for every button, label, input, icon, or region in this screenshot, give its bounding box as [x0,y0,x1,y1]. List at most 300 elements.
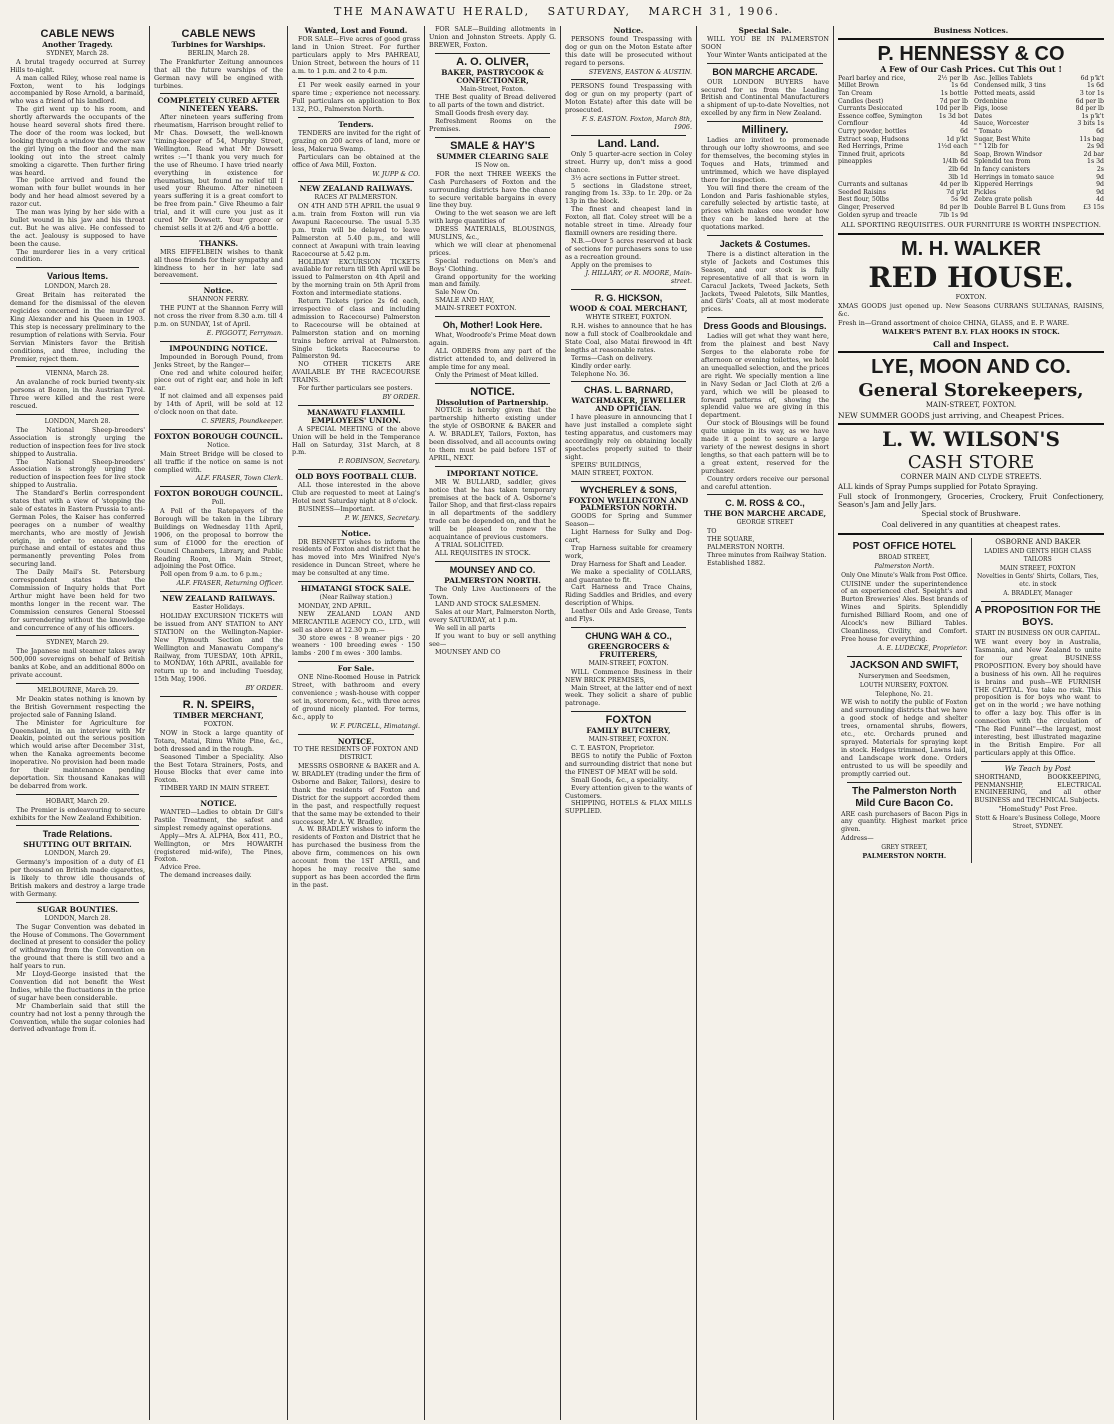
article-paragraph: I have pleasure in announcing that I have just installed a complete sight testing apparatus, and customers may accordingly rely on obtaining locally spectacles properly suited to their sight. [565,413,692,461]
article-paragraph: Cart Harness and Trace Chains, Riding Saddles and Bridles, and every description of Whips. [565,583,692,608]
divider [298,181,414,182]
price-row [838,143,968,151]
article-signature: STEVENS, EASTON & AUSTIN. [588,67,692,76]
price-value: 1/4lb 6d [942,158,968,166]
article-heading: Dress Goods and Blousings. [703,321,827,332]
article-subheading: NOTICE. [337,736,375,746]
article-paragraph: The man was lying by her side with a bullet wound in his jaw and his throat cut. But he was alive. He confessed to the act. Jealousy is supposed to have been the cause. [10,208,145,248]
article-dateline: Poll. [211,499,226,507]
article-paragraph: HOLIDAY EXCURSION TICKETS available for return till 9th April will be issued to Palmerston on 4th April and by the morning train on 5th April from Foxton and intermediate stations. [292,257,420,298]
article-paragraph: FOR SALE—Five acres of good grass land in Union Street. For further particulars apply to Mrs PAHREAU, Union Street, between the hours of 11 a.m. to 1 p.m. and 2 to 4 p.m. [292,34,420,75]
divider [160,236,277,237]
article-dateline: LONDON, March 28. [44,417,111,425]
price-value: 10d per lb [935,105,968,113]
price-item: Cornflour [838,120,869,128]
article-paragraph: Small Goods, &c., a speciality. [571,775,669,784]
article [701,321,829,491]
article-heading: CABLE NEWS [181,28,256,40]
article-paragraph: Germany's imposition of a duty of £1 per thousand on British made cigarettes, is likely to throw idle thousands of British makers and destroy a large trade with Germany. [10,858,145,898]
article [701,239,829,314]
price-row [838,105,968,113]
ad-heading: A PROPOSITION FOR THE BOYS. [974,605,1101,629]
article-paragraph: One red and white coloured heifer, piece out of right ear, and hole in left ear. [154,368,283,393]
column-5 [561,26,697,1420]
article [292,738,420,890]
article [292,82,420,114]
article-paragraph: DRESS MATERIALS, BLOUSINGS, MUSLINS, &c., [429,225,556,242]
ad-teach-by-post [975,765,1102,831]
article [429,141,556,313]
article-paragraph: Your Winter Wants anticipated at the [707,50,827,59]
article [10,29,145,264]
price-item: Best flour, 50lbs [838,196,889,204]
ad-sub: START IN BUSINESS ON OUR CAPITAL. [975,630,1101,638]
article-dateline: RACES AT PALMERSTON. [314,194,398,202]
divider [707,235,823,236]
price-row [838,204,968,212]
article-paragraph: Dray Harness for Shaft and Leader. [571,559,687,568]
price-row [974,82,1104,90]
price-row [974,98,1104,106]
ad-line: Fresh in—Grand assortment of choice CHINA, GLASS, and E. P. WARE. [838,318,1069,327]
divider [838,533,1104,535]
price-item: Essence coffee, Symington [838,112,923,120]
article [701,125,829,232]
article [154,800,283,880]
article-paragraph: The police arrived and found the woman with four bullet wounds in her body and her head almost severed by a razor cut. [10,176,145,209]
article-paragraph: Three minutes from Railway Station. [707,550,827,559]
article-paragraph: FOR SALE—Building allotments in Union and Johnston Streets. Apply G. BREWER, Foxton. [429,26,556,49]
price-item: Pearl barley and rice, [838,74,906,82]
article-paragraph: ALL ORDERS from any part of the district attended to, and delivered in ample time for any meal. [429,346,556,371]
article-paragraph: There is a distinct alteration in the style of Jackets and Costumes this Season, and our stock is fully representative of all that is worn in Caracul Jackets, Tweed Jackets, Seth Jackets, Tweed Paletots, Silk Mantles, and Girls' Coats, all at most moderate prices. [701,250,829,314]
price-value: 1s 6d [1087,82,1104,90]
price-value: 2½ per lb [937,74,968,82]
price-value: 1s p'k't [1081,112,1104,120]
article-dateline: Notice. [207,441,230,449]
article-subheading: GREENGROCERS & FRUITERERS, [587,642,670,659]
article [565,83,692,131]
divider [571,79,686,80]
article-heading: CHAS. L. BARNARD, [584,385,673,396]
ad-line: ALL kinds of Spray Pumps supplied for Potato Spraying. [838,483,1038,492]
article-paragraph: TO [707,527,717,536]
divider [435,561,550,562]
article-subheading: NOTICE. [200,799,237,809]
article-paragraph: Country orders receive our personal and careful attention. [701,474,829,491]
price-row [838,113,968,121]
article-dateline: MELBOURNE, March 29. [37,686,118,694]
ad-body: CUISINE under the superintendence of an experienced chef. Speight's and Burton Breweries' Ales. Best brands of Wines and Spirits. Splendidly furnished Billiard Room, and one of Alcock's new Billiard Tables. Cleanliness, Civility, and Comfort. Free house for everything. [841,579,968,643]
price-row [838,98,968,106]
divider [160,283,277,284]
ad-address-label: Address— [841,834,874,843]
article [565,293,692,378]
price-item: Double Barrel B L Guns from [974,203,1066,211]
price-row [974,196,1104,204]
ad-address: MAIN-STREET, FOXTON. [925,401,1017,410]
price-value: 7d per lb [939,97,968,105]
divider [298,581,414,582]
article-paragraph: The Japanese mail steamer takes away 500,000 sovereigns on behalf of British banks at Kobe, and an additional 800o on private account. [10,647,145,680]
ad-osborne-baker [975,539,1102,598]
price-item: Tan Cream [838,90,873,97]
article-paragraph: Established 1882. [707,558,766,567]
masthead-date: MARCH 31, 1906. [648,5,780,18]
article-paragraph: FOR the next THREE WEEKS the Cash Purchasers of Foxton and the surrounding districts have the chance to secure veritable bargains in every line they buy. [429,169,556,210]
article-paragraph: £1 Per week easily earned in your spare time ; experience not necessary. Full particulars on application to Box 132, P.O., Palmerston North. [292,81,420,114]
article-subheading: MANAWATU FLAXMILL EMPLOYEES' UNION. [307,407,405,425]
price-item: Currants and sultanas [838,181,908,189]
article-subheading: PALMERSTON NORTH. [444,575,541,585]
divider [298,661,414,662]
divider [160,341,277,342]
article [292,409,420,466]
ad-address: Stott & Hoare's Business College, Moore Street, SYDNEY. [975,815,1101,831]
article [565,385,692,477]
price-item: " Tomato [974,127,1002,135]
divider [707,494,823,495]
article-subheading: TIMBER MERCHANT, [173,711,264,721]
article [701,27,829,60]
article-paragraph: ON 4TH AND 5TH APRIL the usual 9 a.m. train from Foxton will run via Awapuni Racecourse. The usual 5.35 p.m. train will be delayed to leave Palmerston at 5.40 p.m., and will connect at Awapuni with train leaving Racecourse at 5.42 p.m. [292,202,420,258]
article-heading: WYCHERLEY & SONS, [580,484,677,495]
article-paragraph: 5 sections in Gladstone street, ranging from 1s. 33p. to 1r. 20p. or 2a 13p in the block. [565,181,692,206]
article-paragraph: 30 store ewes · 8 weaner pigs · 20 weaners · 100 breeding ewes · 150 lambs · 200 f m ewes · 300 lambs. [292,633,420,658]
article [154,97,283,232]
article-dateline: SYDNEY, March 29. [46,639,109,647]
article-dateline: SYDNEY, March 28. [46,49,109,57]
article [154,240,283,281]
divider [160,93,277,94]
article-paragraph: MRS EIFFELBEIN wishes to thank all those friends for their sympathy and kindness to her in her late sad bereavement. [154,247,283,280]
article-paragraph: Main Street Bridge will be closed to all traffic if the notice on same is not complied with. [154,449,283,474]
article-paragraph: Trap Harness suitable for creamery work, [565,543,692,560]
article-dateline: Easter Holidays. [192,604,245,612]
price-row [974,90,1104,98]
article-paragraph: R.H. wishes to announce that he has now a full stock of Coalbrookdale and State Coal, also Matai firewood in 4ft lengths at reasonable rates. [565,322,692,354]
price-value: 1½d each [937,143,968,151]
article-dateline: GEORGE STREET [736,519,794,527]
article-heading: Jackets & Costumes. [719,239,811,250]
divider [571,711,686,712]
price-item: Seeded Raisins [838,188,886,196]
divider [847,656,962,657]
divider [707,63,823,64]
article [429,57,556,134]
price-row [838,82,968,90]
article-paragraph: Impounded in Borough Pound, from Jenks Street, by the Ranger— [154,352,283,369]
article-paragraph: ALL those interested in the above Club are requested to meet at Laing's Hotel next Saturday night at 8 o'clock. [292,481,420,505]
ad-trade: Nurserymen and Seedsmen, [858,671,951,680]
price-row [974,189,1104,197]
article-paragraph: Mr Deakin states nothing is known by the British Government respecting the projected sale of Fanning Island. [10,694,145,719]
ad-heading: LYE, MOON AND CO. [871,356,1071,379]
ad-walk: Only One Minute's Walk from Post Office. [841,571,968,579]
price-row [838,174,968,182]
article-subheading: Tenders. [338,120,374,130]
price-row [974,204,1104,212]
ad-address: LOUTH NURSERY, FOXTON. [859,681,949,689]
price-value: 1s 6d [951,82,968,90]
article-paragraph: ALL REQUISITES IN STOCK. [435,548,531,557]
ad-body: WE want every boy in Australia, Tasmania, and New Zealand to unite for our great BUSINESS PROPOSITION. Every boy should have a business of his own. All he requires is brains and push—WE FURNISH THE CAPITAL. You take no risk. This proposition is for boys who want to get on in the world ; we have nothing to offer a lazy boy. This offer is in connection with the circulation of "The Red Funnel"—the largest, most interesting, best illustrated magazine in the British Empire. For all particulars apply at this Office. [974,638,1101,757]
divider [838,351,1104,353]
article-heading: CHUNG WAH & CO., [585,631,672,641]
article-paragraph: A Poll of the Ratepayers of the Borough will be taken in the Library Buildings on Wednesday 11th April, 1906, on the proposal to borrow the sum of £1000 for the erection of Council Chambers, Library, and Public Reading Room, in Main Street, adjoining the Post Office. [154,507,283,571]
article-subheading: WATCHMAKER, JEWELLER AND OPTICIAN. [571,396,686,414]
column-business-notices [834,26,1108,1420]
article-dateline: SHANNON FERRY. [188,296,249,304]
price-value: 8d per lb [1075,105,1104,113]
ad-telephone: Telephone, No. 21. [875,690,933,698]
price-list-left [838,75,968,219]
article-signature: E. PIGGOTT, Ferryman. [206,328,283,337]
article-signature: W. JUPP & CO. [372,169,420,178]
price-value: 3lb 1d [948,173,968,181]
article-subheading: Turbines for Warships. [171,40,266,49]
article-paragraph: Sale Now On. [435,288,480,297]
ad-post-office-hotel [841,541,968,653]
article-paragraph: OUR LONDON BUYERS have secured for us from the Leading British and Continental Manufacturers a shipment of up-to-date Novelties, not excelled by any firm in New Zealand. [701,77,829,118]
ad-town: PALMERSTON NORTH. [862,852,947,861]
article-paragraph: A SPECIAL MEETING of the above Union will be held in the Temperance Hall on Saturday, 31st March, at 8 p.m. [292,424,420,457]
ad-sub: LADIES AND GENTS HIGH CLASS TAILORS [984,547,1092,563]
divider [981,761,1096,762]
ad-jackson-swift [841,660,968,779]
article-paragraph: Terms—Cash on delivery. [571,353,653,362]
article-subheading: Wanted, Lost and Found. [304,26,408,35]
divider [298,405,414,406]
divider [435,137,550,138]
article-subheading: WOOD & COAL MERCHANT, [569,304,688,314]
article-signature: F. S. EASTON. Foxton, March 8th, 1906. [581,115,692,131]
divider [571,289,686,290]
article-paragraph: DR BENNETT wishes to inform the residents of Foxton and district that he has moved into Mrs Winifred Nye's residence in Duncan Street, where he may be consulted at any time. [292,537,420,578]
price-value: 9d [1096,173,1104,181]
divider [298,526,414,527]
ad-heading: M. H. WALKER [901,238,1041,260]
article [154,490,283,588]
divider [16,683,139,684]
article [565,139,692,286]
ad-street: GREY STREET, [881,844,928,852]
article-subheading: FOXTON BOROUGH COUNCIL. [154,431,283,441]
article-dateline: TO THE RESIDENTS OF FOXTON AND DISTRICT. [293,746,419,762]
price-list [838,75,1104,219]
article-paragraph: WILL Commence Business in their NEW BRICK PREMISES, [565,667,692,684]
price-item: Splendid tea from [974,158,1031,166]
article-subheading: IMPOUNDING NOTICE. [169,343,268,353]
article-signature: BY ORDER. [245,684,283,693]
price-value: 7d p'kt [946,188,968,196]
article-heading: SMALE & HAY'S [450,139,535,152]
divider [160,796,277,797]
price-item: " " 12lb for [974,143,1009,151]
subcolumn-left [838,538,972,863]
divider [298,78,414,79]
article-subheading: NEW ZEALAND RAILWAYS. [162,594,275,604]
divider [435,466,550,467]
article [10,798,145,823]
article [429,387,556,463]
divider [838,38,1104,40]
article-paragraph: You will find there the cream of the London and Paris fashionable styles, carefully selected by artistic taste, at prices which makes one wonder how they can be landed here at the quotations marked. [701,183,829,232]
article-paragraph: PERSONS found Trespassing with dog or gun on the Moton Estate after this date will be prosecuted without regard to persons. [565,34,692,67]
article-paragraph: PERSONS found Trespassing with dog or gun on my property (part of Moton Estate) after this date will be prosecuted. [565,82,692,115]
article-heading: NOTICE. [470,385,515,398]
article-paragraph: SMALE AND HAY, [435,296,495,305]
article [154,29,283,90]
article-paragraph: The Premier is endeavouring to secure exhibits for the New Zealand Exhibition. [10,805,145,822]
article [154,345,283,426]
article-paragraph: N.B.—Over 5 acres reserved at back of sections for purchasers sons to use as a recreation ground. [565,236,692,261]
price-item: pineapples [838,158,873,166]
ad-line: NEW SUMMER GOODS just arriving, and Cheapest Prices. [838,411,1065,421]
article-signature: P. W. JENKS, Secretary. [344,513,420,522]
ad-tagline: A Few of Our Cash Prices. Cut This Out ! [880,63,1062,74]
article-heading: FOXTON [605,714,652,727]
price-value: 4d per lb [939,181,968,189]
article-paragraph: Grand opportunity for the working man and family. [429,272,556,289]
article-paragraph: NOW in Stock a large quantity of Totara, Matai, Rimu White Pine, &c., both dressed and in the rough. [154,728,283,753]
article-heading: R. G. HICKSON, [594,293,663,304]
article-paragraph: The Sugar Convention was debated in the House of Commons. The Government declined at present to consider the policy of withdrawing from the Convention on the ground that there is still two and a half years to run. [10,922,145,971]
article-paragraph: The girl went up to his room, and shortly afterwards the occupants of the house heard several shots fired there. The door of the room was locked, but looking through a window the owner saw the girl lying on the floor and the man looking out into the street calmly smoking a cigarette. Then further firing was heard. [10,105,145,177]
price-item: Zebra grate polish [974,196,1033,204]
article-heading: Land. Land. [597,137,660,150]
article [565,27,692,76]
ad-body: ARE cash purchasers of Bacon Pigs in any quantity. Highest market price given. [841,809,968,834]
article-paragraph: LAND AND STOCK SALESMEN. [435,600,541,609]
ad-line: Full stock of Ironmongery, Groceries, Crockery, Fruit Confectionery, Season's Jam and Jelly Jars. [838,492,1104,510]
divider [571,135,686,136]
article-paragraph: The Only Live Auctioneers of the Town. [429,584,556,601]
price-item: Red Herrings, Prime [838,143,903,151]
article-paragraph: Ladies will get what they want here, from the plainest and best Navy Serges to the elaborate robe for afternoon or evening toilettes, we hold an unequalled selection, and the prices are right. We specially mention a line in Navy Sedan or Jacl Cloth at 2/6 a yard, which we will be pleased to forward patterns of, showing the splendid value we are giving in this department. [701,332,829,420]
divider [298,117,414,118]
article [429,565,556,657]
article-subheading: OLD BOYS FOOTBALL CLUB. [295,472,417,482]
divider [160,591,277,592]
ad-wilson [838,428,1104,530]
column-1 [6,26,150,1420]
article-paragraph: Refreshment Rooms on the Premises. [429,117,556,134]
article-paragraph: The National Sheep-breeders' Association is strongly urging the reduction of inspection fees for live stock shipped to Australia. [10,425,145,458]
column-4 [425,26,561,1420]
price-row [974,75,1104,83]
divider [160,486,277,487]
article-paragraph: The murderer lies in a very critical condition. [10,247,145,264]
divider [435,53,550,54]
price-value: 1s 3d [1087,158,1104,166]
article-subheading: Special Sale. [738,26,792,35]
business-notices-banner: Business Notices. [933,26,1009,35]
article-paragraph: Only 5 quarter-acre section in Coley street. Hurry up, don't miss a good chance. [565,149,692,174]
article-paragraph: SPEIRS' BUILDINGS, [571,460,642,469]
price-item: Ordenbine [974,97,1008,105]
divider [838,423,1104,425]
article-dateline: HOBART, March 29. [45,797,110,805]
article-paragraph: Telephone No. 36. [571,369,630,378]
article-subheading: SUMMER CLEARING SALE [436,151,549,161]
price-value: 6d [1096,127,1104,135]
article-paragraph: We sell in all parts [435,624,495,633]
divider [838,233,1104,235]
article-signature: J. HILLARY, or R. MOORE, Main-street. [585,269,692,286]
price-row [838,189,968,197]
price-item: Sauce, Worcester [974,120,1030,128]
article-paragraph: BEGS to notify the Public of Foxton and surrounding district that none but the FINEST OF MEAT will be sold. [565,751,692,776]
ad-town: FOXTON. [955,293,987,301]
article-paragraph: MONDAY, 2ND APRIL. [298,601,372,610]
ad-heading: The Palmerston North Mild Cure Bacon Co. [852,785,957,809]
article-subheading: IMPORTANT NOTICE. [446,468,539,478]
article-paragraph: Special reductions on Men's and Boys' Clothing. [429,256,556,273]
price-row [974,136,1104,144]
article-dateline: FOXTON. [203,720,234,728]
article [292,473,420,522]
masthead-title: THE MANAWATU HERALD, [334,5,531,18]
ad-heading: L. W. WILSON'S [882,427,1060,452]
price-item: Kippered Herrings [974,181,1033,189]
article-paragraph: Apply—Mrs A. ALPHA, Box 411, P.O., Wellington, or Mrs HOWARTH (registered mid-wife), The Pines, Foxton. [154,831,283,864]
article-paragraph: A brutal tragedy occurred at Surrey Hills to-night. [10,57,145,74]
business-subcolumns [838,538,1104,863]
article-paragraph: MAIN STREET, FOXTON. [571,468,654,477]
ad-coal: Coal delivered in any quantities at cheapest rates. [881,520,1061,529]
price-value: 1s bottle [940,90,968,97]
article-paragraph: Every attention given to the wants of Customers. [565,783,692,800]
ad-line: XMAS GOODS just opened up. New Seasons CURRANS SULTANAS, RAISINS, &c. [838,301,1104,318]
article-paragraph: SHIPPING, HOTELS & FLAX MILLS SUPPLIED. [565,799,692,816]
article-signature: P. ROBINSON, Secretary. [338,457,420,466]
article-paragraph: Kindly order early. [571,361,632,370]
article-paragraph: THE SQUARE, [707,535,755,544]
ad-footer: ALL SPORTING REQUISITES. OUR FURNITURE IS WORTH INSPECTION. [841,221,1101,230]
article-dateline: MAIN-STREET, FOXTON. [588,736,669,744]
article [429,320,556,379]
article [565,631,692,708]
article-subheading: THANKS. [198,238,239,248]
price-row [974,128,1104,136]
article-paragraph: For further particulars see posters. [298,384,413,393]
article-paragraph: If you want to buy or sell anything see— [429,632,556,648]
ad-body: WE wish to notify the public of Foxton and surrounding districts that we have a good stock of hedge and shelter trees, ornamental shrubs, flowers, etc., etc. Orchards pruned and sprayed. Materials for spraying kept in stock. Hedges trimmed, Lawns laid, and Landscape work done. Orders entrusted to us will be speedily and promptly carried out. [841,698,968,778]
divider [16,825,139,826]
article-paragraph: The Minister for Agriculture for Queensland, in an interview with Mr Deakin, pointed out the serious position which would arise after December 31st, when the Kanaka agreements become inoperative. No provision had been made for their maintenance pending deportation. Six thousand Kanakas will be debarred from work. [10,718,145,790]
article-subheading: BAKER, PASTRYCOOK & CONFECTIONER, [441,67,544,85]
price-item: Currants Desiccated [838,105,903,113]
price-row [838,128,968,136]
ad-walker [838,238,1104,348]
article-paragraph: MESSRS OSBORNE & BAKER and A. W. BRADLEY (trading under the firm of Osborne and Baker, Tailors), desire to thank the residents of Foxton and District for the support accorded them in the past, and respectfully request that the same may be extended to their successor, Mr A. W. Bradley. [292,762,420,826]
article-paragraph: Poll open from 9 a.m. to 6 p.m.; [160,570,263,579]
price-value: 8d [960,150,968,158]
article-paragraph: The National Sheep-breeders' Association is strongly urging the reduction of inspection fees for live stock shipped to Australia. [10,457,145,490]
article-paragraph: Light Harness for Sulky and Dog-cart, [565,528,692,545]
divider [298,734,414,735]
price-row [838,158,968,166]
article [292,530,420,578]
article [292,665,420,730]
article-paragraph: Owing to the wet season we are left with large quantities of [429,209,556,226]
divider [707,317,823,318]
price-item: In fancy canisters [974,165,1030,173]
price-item: Asc. Jellies Tablets [974,74,1033,82]
article-paragraph: Our stock of Blousings will be found quite unique in its way, as we have made it a point to secure a large variety of the newest designs in short lengths, so that each pattern will be to a great extent, reserved for the purchaser. [701,419,829,475]
price-row [838,136,968,144]
